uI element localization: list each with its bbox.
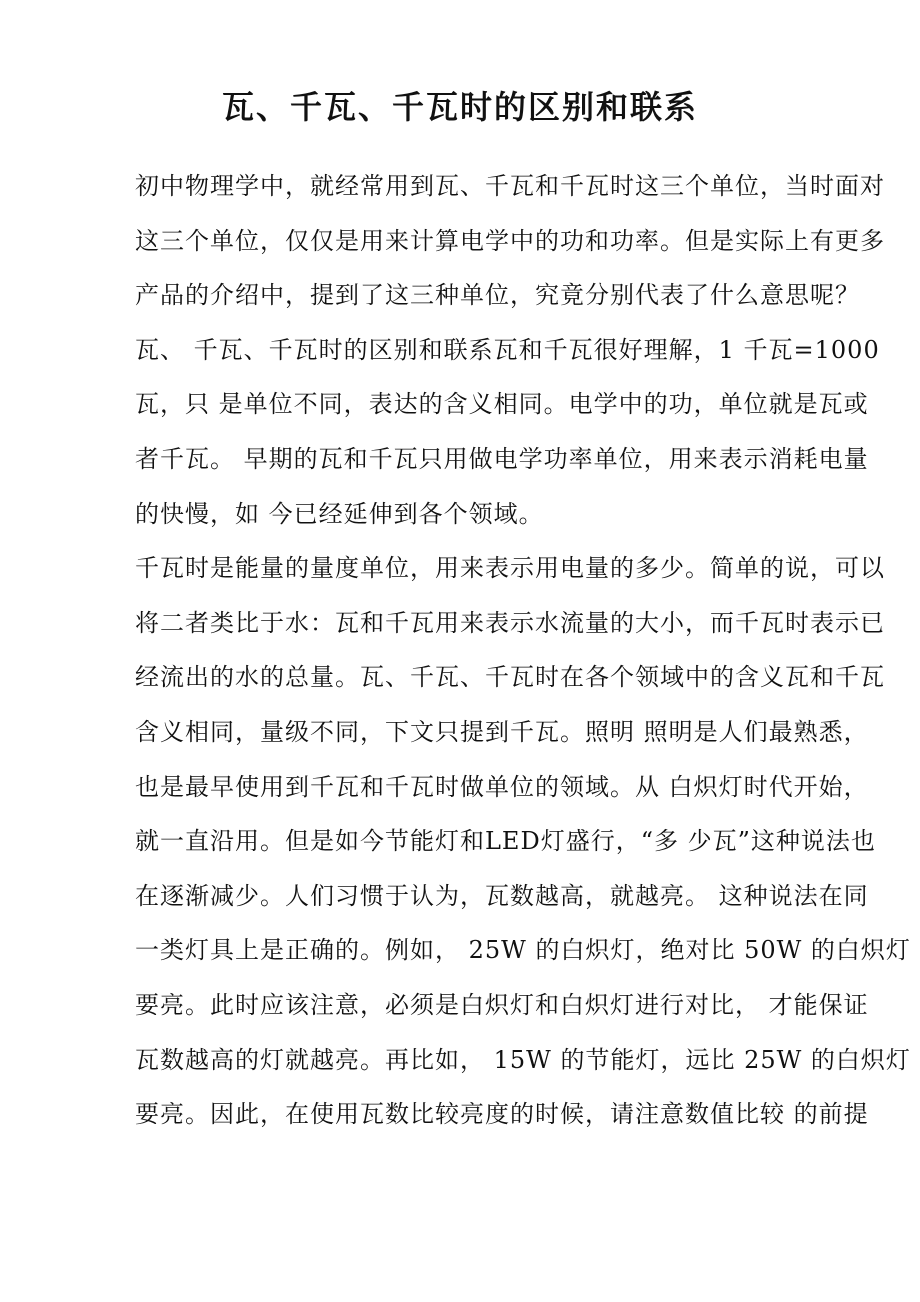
- text-line: 就一直沿用。但是如今节能灯和LED灯盛行，“多 少瓦”这种说法也: [135, 827, 876, 856]
- text-line: 要亮。此时应该注意，必须是白炽灯和白炽灯进行对比， 才能保证: [135, 990, 869, 1019]
- text-line: 将二者类比于水：瓦和千瓦用来表示水流量的大小，而千瓦时表示已: [135, 608, 885, 637]
- text-line: 要亮。因此，在使用瓦数比较亮度的时候，请注意数值比较 的前提: [135, 1100, 869, 1129]
- text-line: 瓦、 千瓦、千瓦时的区别和联系瓦和千瓦很好理解，1 千瓦=1000: [135, 335, 880, 364]
- text-line: 一类灯具上是正确的。例如， 25W 的白炽灯，绝对比 50W 的白炽灯: [135, 936, 911, 965]
- text-line: 产品的介绍中，提到了这三种单位，究竟分别代表了什么意思呢？: [135, 281, 860, 310]
- text-line: 千瓦时是能量的量度单位，用来表示用电量的多少。简单的说，可以: [135, 554, 885, 583]
- text-line: 瓦，只 是单位不同，表达的含义相同。电学中的功，单位就是瓦或: [135, 390, 869, 419]
- text-line: 这三个单位，仅仅是用来计算电学中的功和功率。但是实际上有更多: [135, 226, 885, 255]
- text-line: 瓦数越高的灯就越亮。再比如， 15W 的节能灯，远比 25W 的白炽灯: [135, 1045, 911, 1074]
- text-line: 初中物理学中，就经常用到瓦、千瓦和千瓦时这三个单位，当时面对: [135, 172, 885, 200]
- text-line: 也是最早使用到千瓦和千瓦时做单位的领域。从 白炽灯时代开始，: [135, 772, 869, 801]
- text-line: 经流出的水的总量。瓦、千瓦、千瓦时在各个领域中的含义瓦和千瓦: [135, 663, 885, 692]
- text-line: 者千瓦。 早期的瓦和千瓦只用做电学功率单位，用来表示消耗电量: [135, 444, 869, 473]
- text-line: 含义相同，量级不同，下文只提到千瓦。照明 照明是人们最熟悉，: [135, 717, 869, 746]
- text-line: 在逐渐减少。人们习惯于认为，瓦数越高，就越亮。 这种说法在同: [135, 881, 869, 910]
- text-line: 的快慢，如 今已经延伸到各个领域。: [135, 499, 544, 528]
- document-body: [135, 166, 911, 1149]
- document-title: 瓦、千瓦、千瓦时的区别和联系: [221, 88, 698, 126]
